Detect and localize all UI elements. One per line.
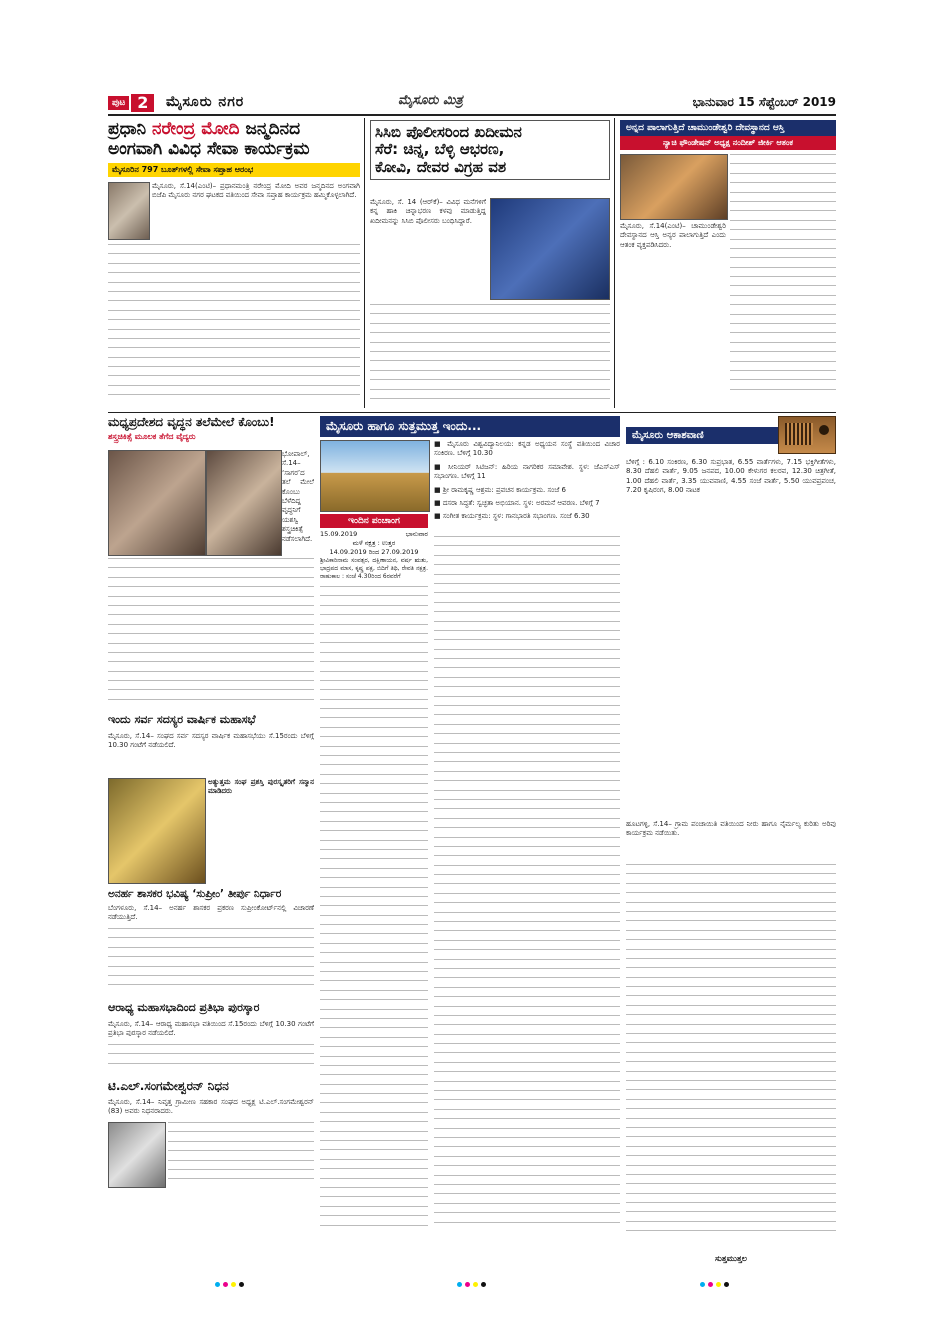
events-list — [434, 440, 620, 526]
event-item: ■ ಸೀನಿಯರ್ ಸಿಟಿಜನ್: ಹಿರಿಯ ನಾಗರಿಕರ ಸಮಾವೇಶ. ಸ್ಥಳ: ಜೆಎಸ್‌ಎಸ್ ಸಭಾಂಗಣ. ಬೆಳಿಗ್ಗೆ 11 — [434, 462, 620, 481]
mysore-palace-photo — [320, 440, 430, 512]
headline-part: ಜನ್ಮದಿನದ — [239, 119, 301, 139]
story-modi — [108, 120, 360, 410]
story-body: ಮೈಸೂರು, ಸೆ.14(ಎಂಟಿ)– ಪ್ರಧಾನಮಂತ್ರಿ ನರೇಂದ್ರ ಮೋದಿ ಅವರ ಜನ್ಮದಿನದ ಅಂಗವಾಗಿ ಬಿಜೆಪಿ ಮೈಸೂರು ನಗರ ಘಟಕದ ವತಿಯಿಂದ ಸೇವಾ ಸಪ್ತಾಹ ಕಾರ್ಯಕ್ರಮ ಹಮ್ಮಿಕೊಳ್ಳಲಾಗಿದೆ. — [152, 182, 360, 200]
panchanga-range: 14.09.2019 ರಿಂದ 27.09.2019 — [329, 548, 419, 556]
story-body-award: ಮೈಸೂರು, ಸೆ.14– ಆರಾಧ್ಯ ಮಹಾಸಭಾ ವತಿಯಿಂದ ಸೆ.15ರಂದು ಬೆಳಿಗ್ಗೆ 10.30 ಗಂಟೆಗೆ ಪ್ರತಿಭಾ ಪುರಸ್ಕಾರ ನಡೆಯಲಿದೆ. — [108, 1020, 314, 1038]
column-rule — [614, 118, 615, 408]
radio-header — [626, 416, 836, 454]
headline: ಅನ್ನದ ಪಾಲಾಗುತ್ತಿದೆ ಚಾಮುಂಡೇಶ್ವರಿ ದೇವಸ್ಥಾನದ ಆಸ್ತಿ — [620, 120, 836, 136]
radio-icon — [778, 416, 836, 454]
masthead — [108, 92, 836, 116]
story-ccb — [370, 120, 610, 410]
events-lines-left — [320, 586, 428, 1276]
headline-obit: ಟಿ.ಎಲ್.ಸಂಗಮೇಶ್ವರನ್ ನಿಧನ — [108, 1079, 229, 1093]
section-rule — [108, 412, 836, 413]
panchanga-date: 15.09.2019 — [320, 530, 358, 538]
felicitation-caption: ಅತ್ಯುತ್ತಮ ಸಂಘ ಪ್ರಶಸ್ತಿ ಪುರಸ್ಕೃತರಿಗೆ ಸನ್ಮಾನ ಮಾಡಿದರು — [208, 778, 314, 796]
story-body-obit: ಮೈಸೂರು, ಸೆ.14– ನಿವೃತ್ತ ಗ್ರಾಮೀಣ ಸಹಕಾರ ಸಂಘದ ಅಧ್ಯಕ್ಷ ಟಿ.ಎಲ್.ಸಂಗಮೇಶ್ವರನ್ (83) ಅವರು ನಿಧನರಾದರು. — [108, 1098, 314, 1116]
registration-marks — [108, 1282, 836, 1288]
panchanga-title: ಇಂದಿನ ಪಂಚಾಂಗ — [320, 514, 428, 528]
press-meet-photo — [620, 154, 728, 220]
radio-title: ಮೈಸೂರು ಆಕಾಶವಾಣಿ — [626, 427, 778, 444]
radio-schedule: ಬೆಳಿಗ್ಗೆ : 6.10 ಸಂಕಿರಣ, 6.30 ಸುಪ್ರಭಾತ, 6.55 ವಾರ್ತೆಗಳು, 7.15 ಭಕ್ತಿಗೀತೆಗಳು, 8.30 ದೆಹಲಿ ವಾರ್ತೆ, 9.05 ಜನಪದ, 10.00 ಕೇಳುಗರ ಕಲರವ, 12.30 ಚಿತ್ರಗೀತೆ, 1.00 ದೆಹಲಿ ವಾರ್ತೆ, 3.35 ಯುವವಾಣಿ, 4.55 ಸಂಜೆ ವಾರ್ತೆ, 5.50 ಯುವಪ್ರಪಂಚ, 7.20 ಕೃಷಿರಂಗ, 8.00 ನಾಟಕ — [626, 458, 836, 495]
column-rule — [364, 118, 365, 408]
page-badge — [108, 94, 154, 112]
headline-line2: ಸೆರೆ: ಚಿನ್ನ, ಬೆಳ್ಳಿ ಆಭರಣ, — [375, 140, 505, 159]
headline-verdict: ಅನರ್ಹ ಶಾಸಕರ ಭವಿಷ್ಯ ‘ಸುಪ್ರೀಂ’ ತೀರ್ಪು ನಿರ್ಧಾರ — [108, 888, 282, 900]
events-lines-right — [434, 536, 620, 1276]
event-item: ■ ಶ್ರೀ ರಾಮಕೃಷ್ಣ ಆಶ್ರಮ: ಪ್ರವಚನ ಕಾರ್ಯಕ್ರಮ. ಸಂಜೆ 6 — [434, 485, 566, 494]
story-body-lines — [108, 244, 360, 406]
felicitation-photo — [108, 778, 206, 884]
headline-award: ಆರಾಧ್ಯ ಮಹಾಸಭಾದಿಂದ ಪ್ರತಿಭಾ ಪುರಸ್ಕಾರ — [108, 1001, 260, 1014]
story-chamundi — [620, 120, 836, 410]
event-item: ■ ಮೈಸೂರು ವಿಶ್ವವಿದ್ಯಾನಿಲಯ: ಕನ್ನಡ ಅಧ್ಯಯನ ಸಂಸ್ಥೆ ವತಿಯಿಂದ ವಿಚಾರ ಸಂಕಿರಣ. ಬೆಳಿಗ್ಗೆ 10.30 — [434, 440, 620, 458]
story-body: ಮೈಸೂರು, ಸೆ. 14 (ಆರ್‌ಕೆ)– ವಿವಿಧ ಮನೆಗಳಿಗೆ ಕನ್ನ ಹಾಕಿ ಚಿನ್ನಾಭರಣ ಕಳವು ಮಾಡುತ್ತಿದ್ದ ಖದೀಮನನ್ನು ಸಿಸಿಬಿ ಪೊಲೀಸರು ಬಂಧಿಸಿದ್ದಾರೆ. — [370, 198, 486, 225]
section-label: ಸುತ್ತಮುತ್ತಲ — [715, 1254, 747, 1263]
story-body-lines — [108, 928, 314, 998]
story-body: ಮೈಸೂರು, ಸೆ.14(ಎಂಟಿ)– ಚಾಮುಂಡೇಶ್ವರಿ ದೇವಸ್ಥಾನದ ಆಸ್ತಿ ಅನ್ಯರ ಪಾಲಾಗುತ್ತಿದೆ ಎಂದು ಆತಂಕ ವ್ಯಕ್ತಪಡಿಸಿದರು. — [620, 222, 726, 249]
horn-patient-photo-2 — [206, 450, 282, 556]
horn-patient-photo-1 — [108, 450, 206, 556]
event-item: ■ ದಸರಾ ಸಿದ್ಧತೆ: ಸ್ವಚ್ಛತಾ ಅಭಿಯಾನ. ಸ್ಥಳ: ಅರಮನೆ ಆವರಣ. ಬೆಳಿಗ್ಗೆ 7 — [434, 499, 600, 508]
seized-jewellery-photo — [490, 198, 610, 300]
headline-line1: ಸಿಸಿಬಿ ಪೊಲೀಸರಿಂದ ಖದೀಮನ — [375, 123, 522, 141]
edition-date: ಭಾನುವಾರ 15 ಸೆಪ್ಟೆಂಬರ್ 2019 — [692, 95, 836, 109]
story-body-lines — [108, 558, 314, 708]
panchanga-star: ಮಳೆ ನಕ್ಷತ್ರ : ಉತ್ತರ — [352, 539, 396, 547]
brand-name: ಮೈಸೂರು ಮಿತ್ರ — [398, 93, 463, 108]
story-body-verdict: ಬೆಂಗಳೂರು, ಸೆ.14– ಅನರ್ಹ ಶಾಸಕರ ಪ್ರಕರಣ ಸುಪ್ರೀಂಕೋರ್ಟ್‌ನಲ್ಲಿ ವಿಚಾರಣೆ ನಡೆಯುತ್ತಿದೆ. — [108, 904, 314, 922]
headline-mp: ಮಧ್ಯಪ್ರದೇಶದ ವೃದ್ಧನ ತಲೆಮೇಲೆ ಕೊಂಬು! — [108, 415, 275, 429]
headline-line3: ಕೋವಿ, ದೇವರ ವಿಗ್ರಹ ವಶ — [375, 157, 507, 176]
story-body-mp: ಭೋಪಾಲ್, ಸೆ.14– ‘ಸಾಗರ’ದ ತಲೆ ಮೇಲೆ ಕೊಂಬು ಬೆಳೆದಿದ್ದ ವೃದ್ಧನಿಗೆ ಯಶಸ್ವಿ ಶಸ್ತ್ರಚಿಕಿತ್ಸೆ ನಡೆಸಲಾಗಿದೆ. — [282, 450, 314, 543]
page-number: 2 — [131, 94, 154, 112]
subhead: ನ್ಯಾಚಿ ಫೌಂಡೇಷನ್ ಅಧ್ಯಕ್ಷ ನಂದೀಶ್ ಜೀರ್ಕಿ ಆತಂಕ — [620, 136, 836, 150]
story-body-lines — [168, 1122, 314, 1186]
left-column — [108, 416, 314, 1280]
events-column — [320, 416, 620, 1280]
events-banner: ಮೈಸೂರು ಹಾಗೂ ಸುತ್ತಮುತ್ತ ಇಂದು... — [320, 416, 620, 437]
panchanga-box — [320, 514, 428, 597]
panchanga-text: ಶ್ರೀವಿಕಾರಿನಾಮ ಸಂವತ್ಸರ, ದಕ್ಷಿಣಾಯನ, ವರ್ಷ ಋತು, ಭಾದ್ರಪದ ಮಾಸ, ಕೃಷ್ಣ ಪಕ್ಷ, ಬಿದಿಗೆ ತಿಥಿ, ರೇವತಿ ನಕ್ಷತ್ರ. ರಾಹುಕಾಲ : ಸಂಜೆ 4.30ರಿಂದ 6ರವರೆಗೆ — [320, 557, 428, 580]
page-word: ಪುಟ — [108, 96, 129, 110]
subhead: ಮೈಸೂರಿನ 797 ಬೂತ್‌ಗಳಲ್ಲಿ ಸೇವಾ ಸಪ್ತಾಹ ಆರಂಭ — [108, 163, 360, 177]
subhead-mp: ಶಸ್ತ್ರಚಿಕಿತ್ಸೆ ಮೂಲಕ ತೆಗೆದ ವೈದ್ಯರು — [108, 431, 196, 441]
story-body-agm: ಮೈಸೂರು, ಸೆ.14– ಸಂಘದ ಸರ್ವ ಸದಸ್ಯರ ವಾರ್ಷಿಕ ಮಹಾಸಭೆಯು ಸೆ.15ರಂದು ಬೆಳಿಗ್ಗೆ 10.30 ಗಂಟೆಗೆ ನಡೆಯಲಿದೆ. — [108, 732, 314, 750]
section-title: ಮೈಸೂರು ನಗರ — [166, 94, 245, 110]
story-body-lines — [370, 304, 610, 408]
modi-photo — [108, 182, 150, 240]
headline-highlight: ನರೇಂದ್ರ ಮೋದಿ — [152, 119, 240, 139]
headline-agm: ಇಂದು ಸರ್ವ ಸದಸ್ಯರ ವಾರ್ಷಿಕ ಮಹಾಸಭೆ — [108, 713, 256, 726]
story-body-lines — [730, 154, 836, 408]
panchanga-day: ಭಾನುವಾರ — [405, 530, 428, 538]
event-item: ■ ಸಂಗೀತ ಕಾರ್ಯಕ್ರಮ: ಸ್ಥಳ: ಗಾನಭಾರತಿ ಸಭಾಂಗಣ. ಸಂಜೆ 6.30 — [434, 512, 590, 521]
headline-part: ಪ್ರಧಾನಿ — [108, 119, 152, 139]
obituary-portrait — [108, 1122, 166, 1188]
newspaper-page — [108, 92, 836, 1282]
headline-line2: ಅಂಗವಾಗಿ ವಿವಿಧ ಸೇವಾ ಕಾರ್ಯಕ್ರಮ — [108, 138, 310, 159]
right-column — [626, 416, 836, 1280]
mid-story-body: ಹೂಟಗಳ್ಳಿ, ಸೆ.14– ಗ್ರಾಮ ಪಂಚಾಯಿತಿ ವತಿಯಿಂದ ನೀರು ಹಾಗೂ ನೈರ್ಮಲ್ಯ ಕುರಿತು ಅರಿವು ಕಾರ್ಯಕ್ರಮ ನಡೆಯಿತು. — [626, 820, 836, 838]
story-body-lines — [108, 1044, 314, 1074]
story-body-lines — [626, 864, 836, 1250]
